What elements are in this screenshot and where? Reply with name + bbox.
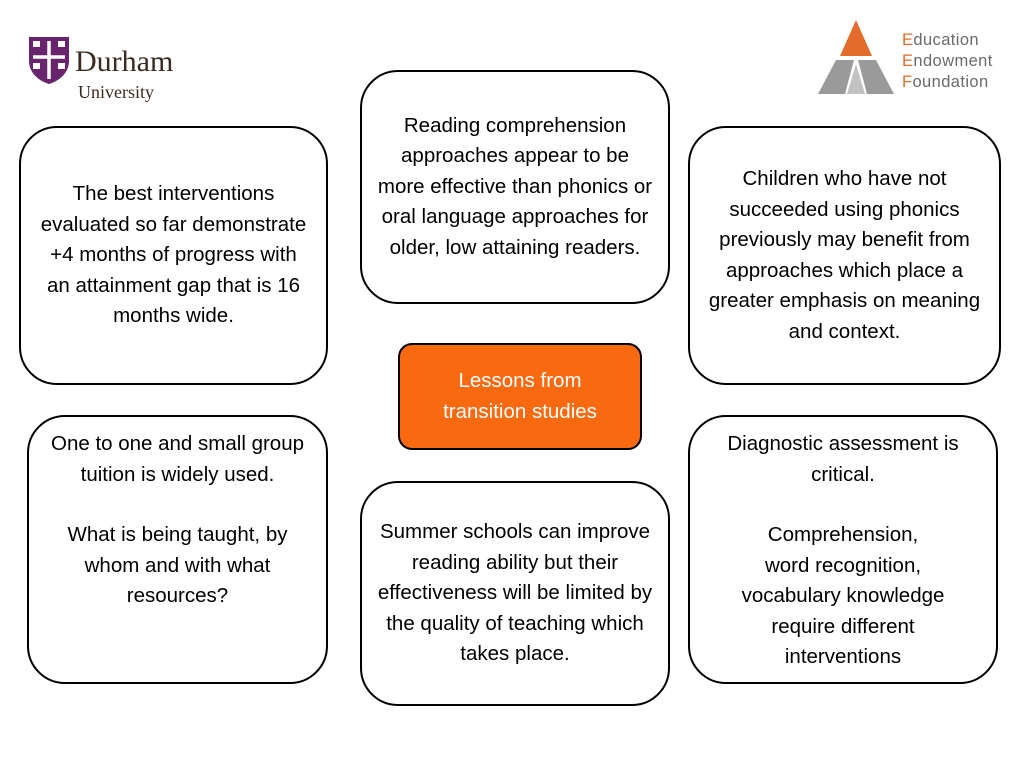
- eef-line-education: Education: [902, 31, 979, 49]
- lessons-from-transition-studies: [398, 343, 642, 450]
- eef-logo: [816, 18, 1016, 100]
- durham-crest-icon: [27, 35, 71, 85]
- center-title-line1: Lessons from: [458, 369, 582, 392]
- one-to-one-question: What is being taught, by whom and with what resources?: [67, 523, 288, 607]
- diagnostic-assessment-box: [688, 415, 998, 684]
- eef-line-foundation: Foundation: [902, 73, 989, 91]
- center-title-line2: transition studies: [443, 399, 597, 423]
- summer-schools-text: Summer schools can improve reading ability but their effectiveness will be limited by the quality of teaching which takes place.: [377, 520, 653, 666]
- one-to-one-text: One to one and small group tuition is widely used.: [51, 432, 304, 486]
- reading-comprehension-box: [360, 70, 670, 304]
- durham-logo-subtitle: University: [78, 82, 154, 102]
- best-interventions-text: The best interventions evaluated so far demonstrate +4 months of progress with an attainment gap that is 16 months wide.: [40, 182, 307, 328]
- summer-schools-box: [360, 481, 670, 706]
- diagnostic-detail-line2: word recognition,: [764, 553, 922, 577]
- durham-logo-name: Durham: [75, 45, 174, 78]
- diagnostic-detail-line3: vocabulary knowledge require different interventions: [741, 584, 945, 668]
- eef-logo-text: [902, 30, 993, 93]
- eef-triangle-icon: [816, 18, 896, 98]
- reading-comprehension-text: Reading comprehension approaches appear to be more effective than phonics or oral language approaches for older, low attaining readers.: [377, 113, 653, 259]
- durham-university-logo: [27, 33, 207, 108]
- diagnostic-detail-line1: Comprehension,: [767, 523, 919, 546]
- diagnostic-detail: [716, 520, 970, 673]
- children-phonics-text: Children who have not succeeded using phonics previously may benefit from approaches which place a greater emphasis on meaning and context.: [708, 167, 981, 343]
- children-phonics-box: [688, 126, 1001, 385]
- diagnostic-text: Diagnostic assessment is critical.: [727, 432, 959, 486]
- one-to-one-tuition-box: [27, 415, 328, 684]
- eef-line-endowment: Endowment: [902, 52, 993, 70]
- best-interventions-box: [19, 126, 328, 385]
